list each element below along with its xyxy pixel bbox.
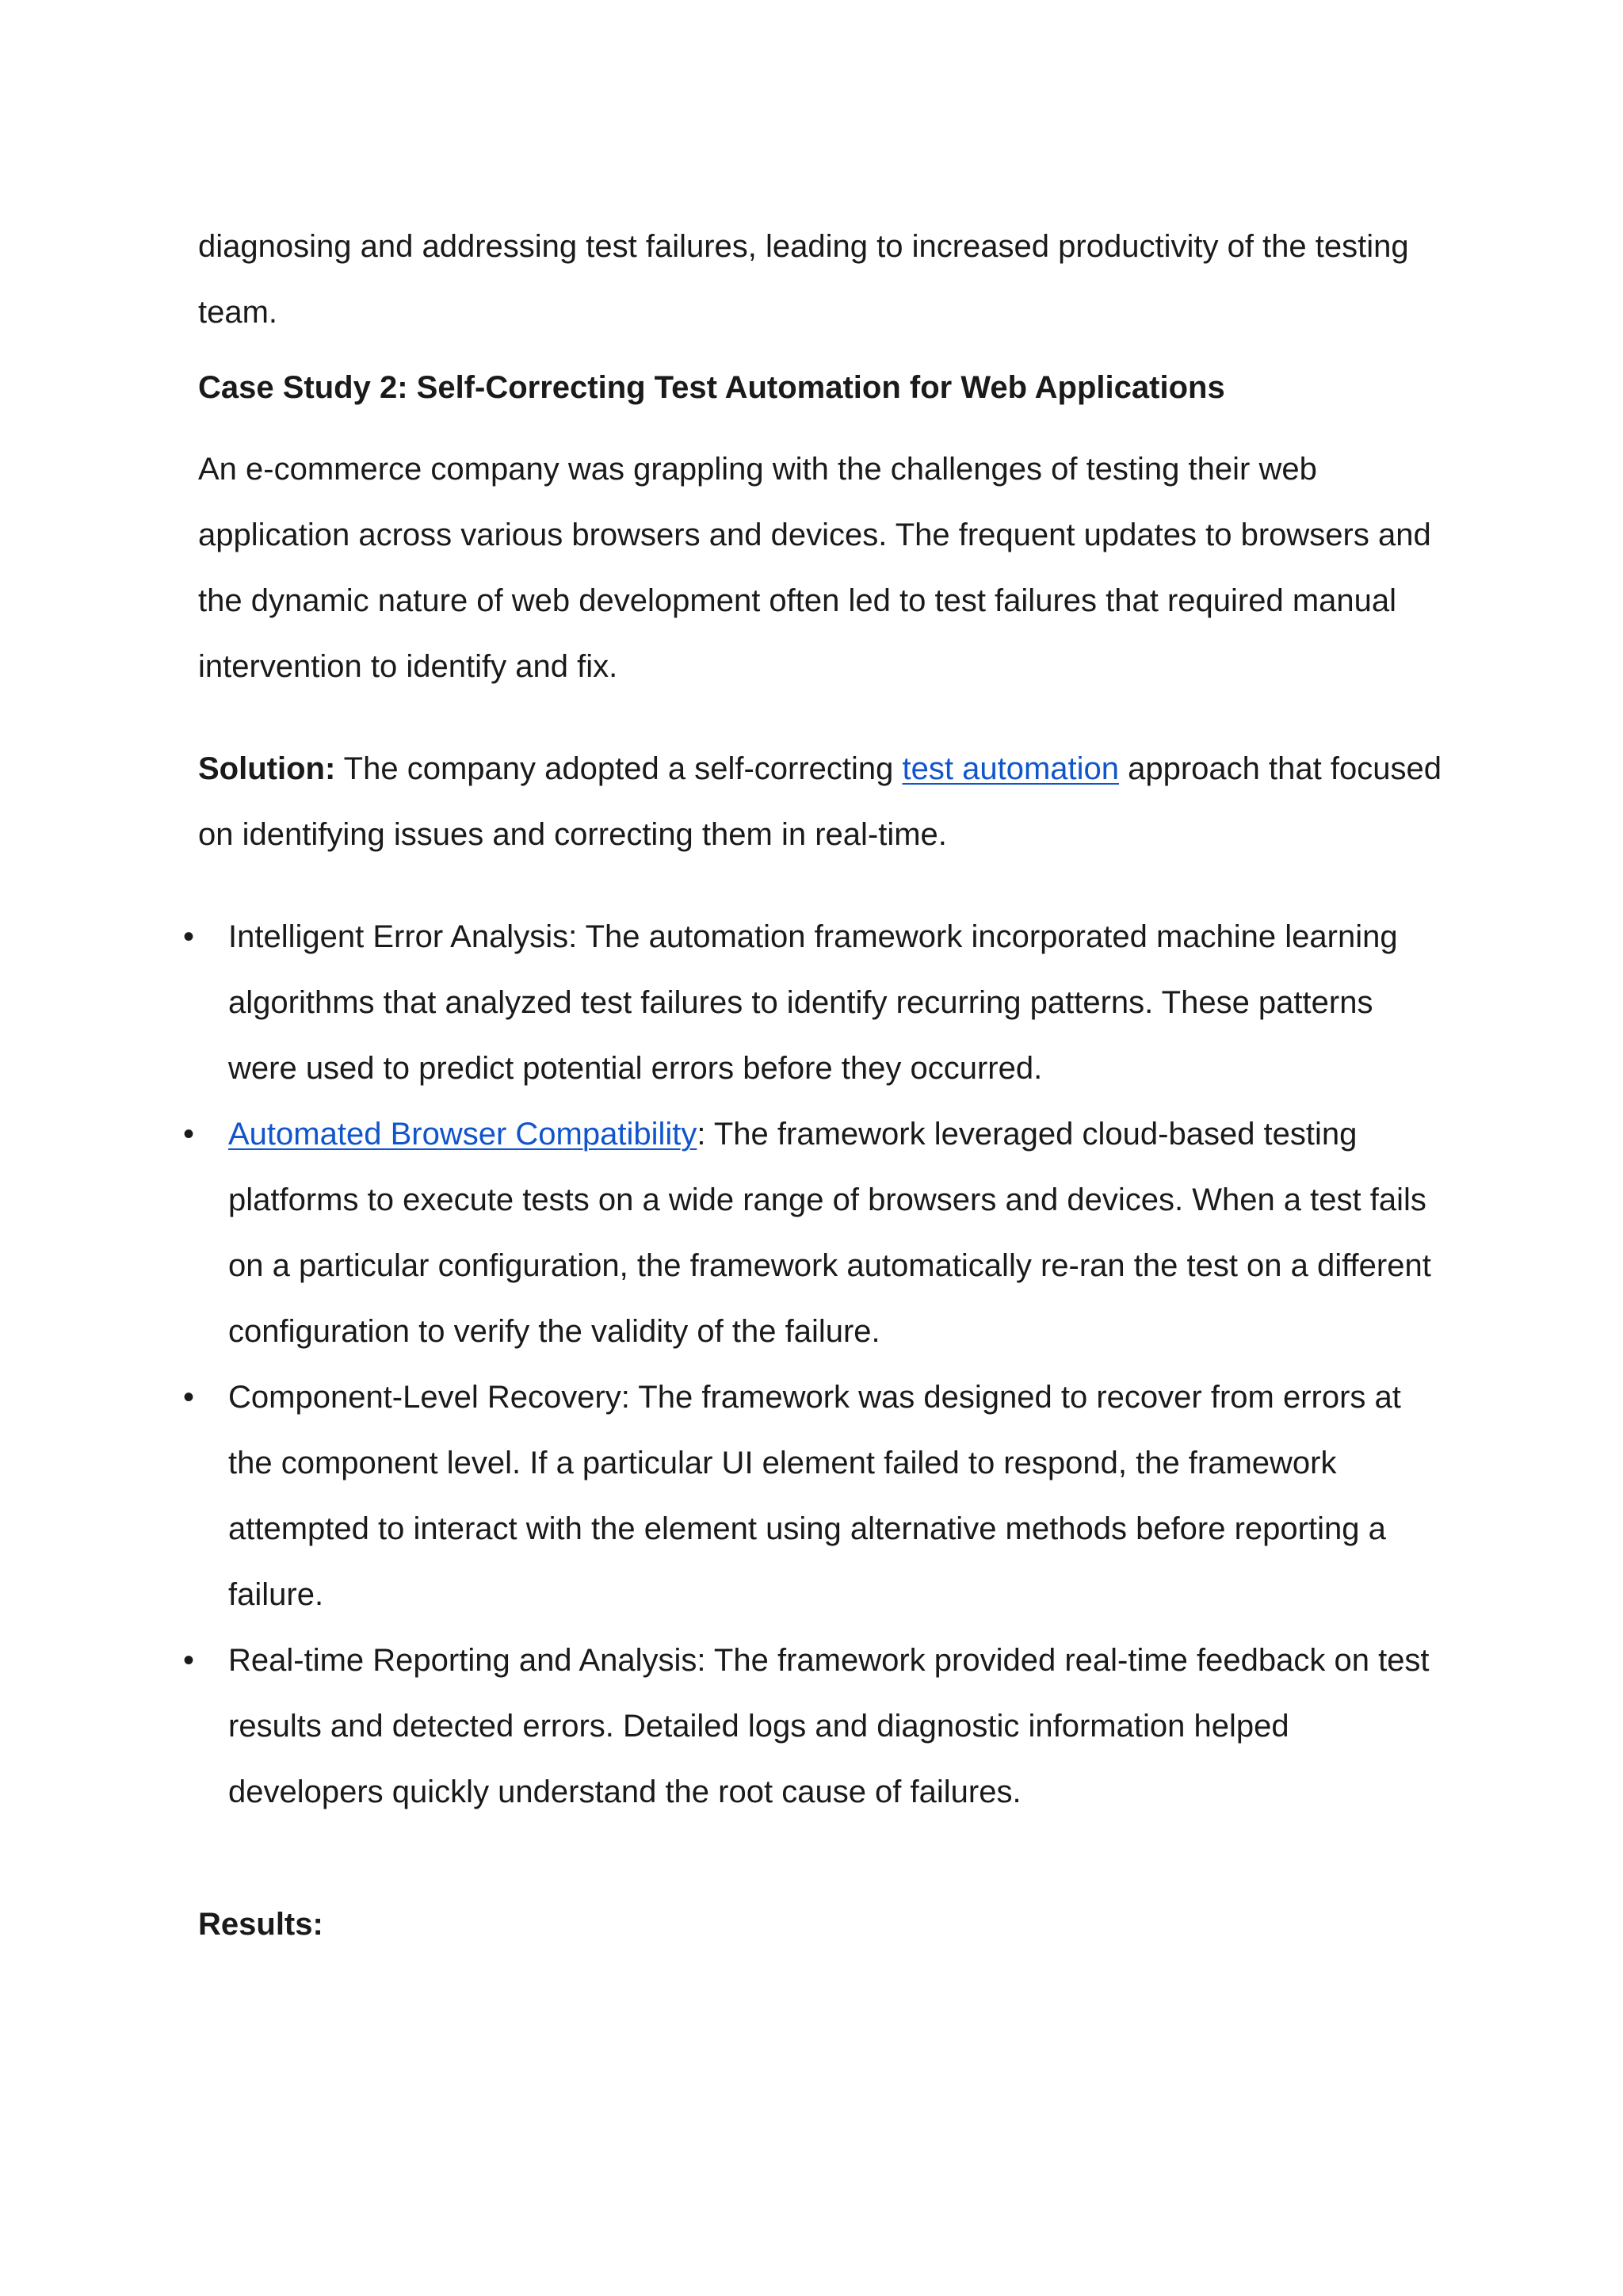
bullet-icon: • <box>182 1117 194 1152</box>
list-item <box>182 1365 1442 1628</box>
case-study-description: An e-commerce company was grappling with the challenges of testing their web application across various browsers and devices. The frequent updates to browsers and the dynamic nature of web development often led to test failures that required manual intervention to identify and fix. <box>198 452 1431 684</box>
list-item-text: Intelligent Error Analysis: The automation framework incorporated machine learning algorithms that analyzed test failures to identify recurring patterns. These patterns were used to predict potential errors before they occurred. <box>228 919 1398 1086</box>
case-study-heading: Case Study 2: Self-Correcting Test Automation for Web Applications <box>198 370 1225 405</box>
list-item-text: : The framework leveraged cloud-based testing platforms to execute tests on a wide range of browsers and devices. When a test fails on a particular configuration, the framework automatically re-ran the test on a different configuration to verify the validity of the failure. <box>228 1117 1431 1349</box>
list-item-text: Real-time Reporting and Analysis: The framework provided real-time feedback on test results and detected errors. Detailed logs and diagnostic information helped developers quickly understand the root cause of failures. <box>228 1643 1430 1809</box>
solution-text-after: approach that focused on identifying issues and correcting them in real-time. <box>198 751 1442 852</box>
list-item <box>182 1628 1442 1825</box>
intro-paragraph: diagnosing and addressing test failures, leading to increased productivity of the testing team. <box>198 229 1409 330</box>
test-automation-link[interactable]: test automation <box>902 751 1119 786</box>
list-item-text: Component-Level Recovery: The framework was designed to recover from errors at the component level. If a particular UI element failed to respond, the framework attempted to interact with the element using alternative methods before reporting a failure. <box>228 1380 1401 1612</box>
solution-paragraph <box>198 736 1442 868</box>
automated-browser-compatibility-link[interactable]: Automated Browser Compatibility <box>228 1117 697 1152</box>
list-item <box>182 1102 1442 1365</box>
solution-text-before: The company adopted a self-correcting <box>335 751 903 786</box>
results-heading: Results: <box>198 1907 323 1942</box>
list-item <box>182 904 1442 1102</box>
solution-label: Solution: <box>198 751 336 786</box>
document-body <box>182 214 1442 1958</box>
bullet-icon: • <box>182 919 194 954</box>
bullet-icon: • <box>182 1643 194 1678</box>
features-list <box>182 904 1442 1825</box>
bullet-icon: • <box>182 1380 194 1415</box>
